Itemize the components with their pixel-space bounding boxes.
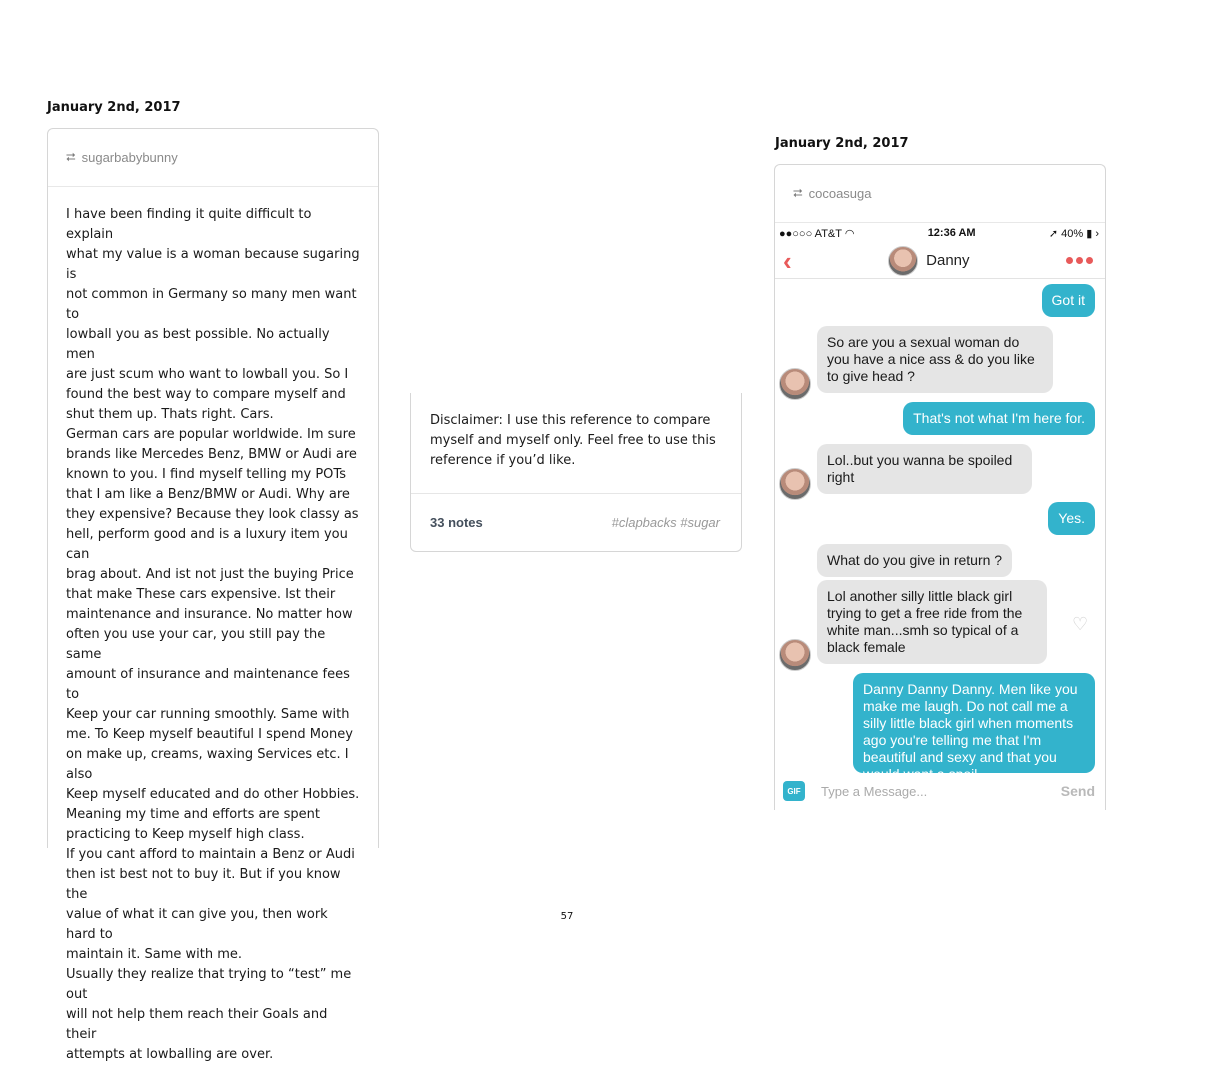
status-bar <box>775 223 1105 243</box>
text-line: Disclaimer: I use this reference to compare <box>430 413 711 428</box>
text-line: Keep your car running smoothly. Same with <box>66 707 350 722</box>
chat-nav-bar <box>775 243 1105 279</box>
message-outgoing: Got it <box>1042 284 1095 317</box>
text-line: Meaning my time and efforts are spent <box>66 807 321 822</box>
text-line: reference if you’d like. <box>430 453 576 468</box>
contact-header[interactable] <box>888 246 969 276</box>
back-chevron-icon[interactable]: ‹ <box>783 245 792 276</box>
text-line: what my value is a woman because sugaring is <box>66 247 360 282</box>
text-line: brag about. And ist not just the buying Price <box>66 567 354 582</box>
more-options-icon[interactable] <box>1066 257 1093 264</box>
status-time: 12:36 AM <box>927 227 976 239</box>
post-footer <box>411 493 741 551</box>
text-line: that I am like a Benz/BMW or Audi. Why are <box>66 487 350 502</box>
message-outgoing: That's not what I'm here for. <box>903 402 1095 435</box>
text-line: brands like Mercedes Benz, BMW or Audi are <box>66 447 357 462</box>
page-number: 57 <box>560 911 574 922</box>
reblog-header <box>775 165 1105 223</box>
bluetooth-icon: › <box>1095 227 1099 240</box>
message-input[interactable]: Type a Message... <box>821 783 928 799</box>
location-arrow-icon: ➚ <box>1048 227 1059 240</box>
text-line: they expensive? Because they look classy as <box>66 507 359 522</box>
message-incoming: Lol..but you wanna be spoiled right <box>817 444 1032 494</box>
reblog-icon: ⮂ <box>793 186 803 200</box>
message-incoming: Lol another silly little black girl trying to get a free ride from the white man...smh so typical of a black female <box>817 580 1047 664</box>
left-post-date: January 2nd, 2017 <box>47 100 181 115</box>
message-incoming: So are you a sexual woman do you have a nice ass & do you like to give head ? <box>817 326 1053 393</box>
text-line: are just scum who want to lowball you. So I <box>66 367 349 382</box>
text-line: hell, perform good and is a luxury item you can <box>66 527 348 562</box>
right-post-card <box>774 164 1106 810</box>
message-incoming: What do you give in return ? <box>817 544 1012 577</box>
heart-icon[interactable]: ♡ <box>1072 614 1089 634</box>
text-line: often you use your car, you still pay the same <box>66 627 326 662</box>
text-line: I have been finding it quite difficult to explain <box>66 207 312 242</box>
carrier-signal: ●●○○○ AT&T ◠ <box>779 227 855 240</box>
text-line: Keep myself educated and do other Hobbies. <box>66 787 360 802</box>
disclaimer-text <box>411 393 741 493</box>
reblog-username[interactable]: sugarbabybunny <box>81 150 178 165</box>
text-line: lowball you as best possible. No actually men <box>66 327 330 362</box>
message-composer <box>775 772 1105 810</box>
text-line: then ist best not to buy it. But if you know the <box>66 867 341 902</box>
text-line: value of what it can give you, then work hard to <box>66 907 328 942</box>
text-line: me. To Keep myself beautiful I spend Money <box>66 727 353 742</box>
text-line: found the best way to compare myself and <box>66 387 346 402</box>
text-line: amount of insurance and maintenance fees to <box>66 667 350 702</box>
text-line: If you cant afford to maintain a Benz or Audi <box>66 847 355 862</box>
text-line: known to you. I find myself telling my POTs <box>66 467 346 482</box>
message-list[interactable] <box>775 280 1105 782</box>
text-line: on make up, creams, waxing Services etc. I also <box>66 747 349 782</box>
notes-count[interactable]: 33 notes <box>430 515 483 530</box>
text-line: Usually they realize that trying to “test” me out <box>66 967 352 1002</box>
avatar <box>779 368 811 400</box>
avatar <box>888 246 918 276</box>
text-line: myself and myself only. Feel free to use this <box>430 433 716 448</box>
gif-button[interactable]: GIF <box>783 781 805 801</box>
left-post-card <box>47 128 379 1062</box>
message-outgoing: Yes. <box>1048 502 1095 535</box>
avatar <box>779 639 811 671</box>
text-line: that make These cars expensive. Ist their <box>66 587 336 602</box>
message-outgoing: Danny Danny Danny. Men like you make me laugh. Do not call me a silly little black girl when moments ago you're telling me that I'm beautiful and sexy and that you would want a spoil <box>853 673 1095 773</box>
text-line: maintain it. Same with me. <box>66 947 243 962</box>
post-tags[interactable]: #clapbacks #sugar <box>611 515 720 530</box>
reblog-icon: ⮂ <box>66 150 76 164</box>
middle-post-card <box>410 393 742 552</box>
battery-indicator: ➚ 40% ▮ › <box>1048 227 1099 240</box>
reblog-header <box>48 129 378 187</box>
text-line: practicing to Keep myself high class. <box>66 827 305 842</box>
reblog-username[interactable]: cocoasuga <box>808 186 872 201</box>
post-body <box>48 187 378 1065</box>
text-line: will not help them reach their Goals and their <box>66 1007 328 1042</box>
chat-screenshot <box>775 223 1105 810</box>
send-button[interactable]: Send <box>1060 783 1095 799</box>
battery-icon: ▮ <box>1086 227 1093 240</box>
wifi-icon: ◠ <box>844 227 855 240</box>
text-line: not common in Germany so many men want to <box>66 287 357 322</box>
text-line: shut them up. Thats right. Cars. <box>66 407 274 422</box>
contact-name: Danny <box>926 252 970 269</box>
text-line: attempts at lowballing are over. <box>66 1047 274 1062</box>
text-line: German cars are popular worldwide. Im sure <box>66 427 356 442</box>
right-post-date: January 2nd, 2017 <box>775 136 909 151</box>
avatar <box>779 468 811 500</box>
text-line: maintenance and insurance. No matter how <box>66 607 353 622</box>
